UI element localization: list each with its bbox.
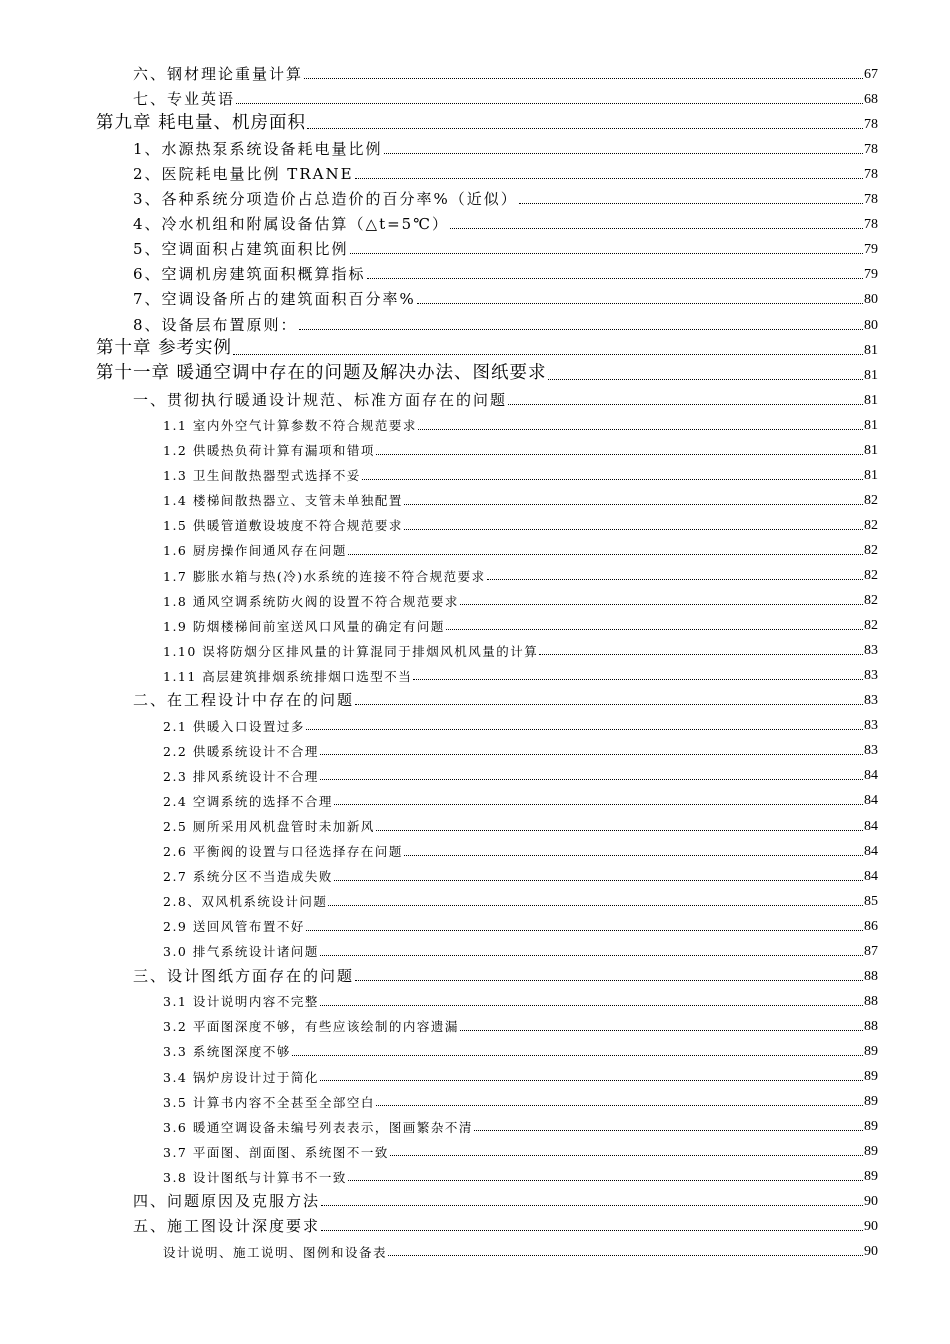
toc-entry-title: 7、空调设备所占的建筑面积百分率% (133, 290, 416, 309)
toc-entry-title: 2.6 平衡阀的设置与口径选择存在问题 (163, 844, 403, 860)
toc-entry[interactable] (133, 62, 878, 82)
toc-entry[interactable] (163, 864, 878, 884)
toc-entry-title: 3、各种系统分项造价占总造价的百分率%（近似） (133, 190, 518, 209)
toc-entry[interactable] (163, 538, 878, 558)
toc-page-number: 90 (864, 1194, 878, 1210)
toc-entry-title: 1.4 楼梯间散热器立、支管未单独配置 (163, 493, 403, 509)
toc-entry[interactable] (163, 1164, 878, 1184)
toc-page-number: 83 (864, 693, 878, 709)
toc-entry[interactable] (163, 1139, 878, 1159)
toc-entry[interactable] (96, 363, 878, 383)
toc-entry[interactable] (163, 989, 878, 1009)
toc-entry-title: 3.8 设计图纸与计算书不一致 (163, 1169, 347, 1185)
toc-page-number: 78 (864, 192, 878, 208)
toc-entry-title: 1、水源热泵系统设备耗电量比例 (133, 140, 383, 159)
toc-entry-title: 3.7 平面图、剖面图、系统图不一致 (163, 1144, 389, 1160)
toc-page-number: 84 (864, 793, 878, 809)
toc-page-number: 84 (864, 868, 878, 884)
toc-entry-title: 1.10 误将防烟分区排风量的计算混同于排烟风机风量的计算 (163, 643, 539, 659)
toc-page-number: 85 (864, 893, 878, 909)
toc-dot-leader (519, 203, 863, 204)
toc-entry-title: 七、专业英语 (133, 90, 236, 109)
toc-dot-leader (307, 128, 863, 129)
toc-dot-leader (446, 629, 863, 630)
toc-page-number: 79 (864, 242, 878, 258)
toc-entry-title: 3.2 平面图深度不够，有些应该绘制的内容遗漏 (163, 1019, 459, 1035)
toc-page-number: 84 (864, 843, 878, 859)
toc-dot-leader (299, 329, 863, 330)
toc-entry-title: 3.0 排气系统设计诸问题 (163, 944, 319, 960)
toc-page-number: 81 (864, 342, 878, 358)
toc-entry[interactable] (163, 1014, 878, 1034)
toc-dot-leader (320, 754, 863, 755)
toc-entry[interactable] (163, 563, 878, 583)
toc-entry-title: 3.1 设计说明内容不完整 (163, 994, 319, 1010)
toc-page-number: 88 (864, 1018, 878, 1034)
toc-page-number: 90 (864, 1219, 878, 1235)
toc-page-number: 81 (864, 367, 878, 383)
toc-dot-leader (450, 228, 863, 229)
toc-dot-leader (306, 930, 863, 931)
toc-entry[interactable] (163, 438, 878, 458)
toc-dot-leader (362, 479, 863, 480)
toc-dot-leader (328, 905, 863, 906)
toc-entry[interactable] (133, 313, 878, 333)
toc-page-number: 67 (864, 67, 878, 82)
toc-dot-leader (367, 278, 863, 279)
toc-entry[interactable] (163, 939, 878, 959)
toc-dot-leader (460, 604, 863, 605)
toc-page-number: 87 (864, 943, 878, 959)
toc-entry[interactable] (163, 1089, 878, 1109)
toc-page-number: 81 (864, 417, 878, 433)
toc-entry[interactable] (163, 588, 878, 608)
toc-entry[interactable] (133, 388, 878, 408)
toc-entry-title: 设计说明、施工说明、图例和设备表 (163, 1244, 388, 1260)
toc-entry-title: 2.4 空调系统的选择不合理 (163, 793, 333, 809)
toc-entry[interactable] (133, 237, 878, 257)
toc-entry-title: 二、在工程设计中存在的问题 (133, 691, 355, 710)
toc-page-number: 82 (864, 618, 878, 634)
toc-dot-leader (355, 704, 863, 705)
toc-page-number: 78 (864, 167, 878, 183)
toc-page-number: 81 (864, 442, 878, 458)
toc-entry[interactable] (96, 338, 878, 358)
toc-page-number: 89 (864, 1119, 878, 1135)
toc-dot-leader (417, 303, 863, 304)
toc-entry-title: 1.5 供暖管道敷设坡度不符合规范要求 (163, 518, 403, 534)
toc-entry-title: 3.4 锅炉房设计过于简化 (163, 1069, 319, 1085)
toc-entry-title: 第九章 耗电量、机房面积 (96, 112, 307, 133)
toc-entry-title: 2、医院耗电量比例 TRANE (133, 165, 354, 184)
toc-entry-title: 1.11 高层建筑排烟系统排烟口选型不当 (163, 668, 413, 684)
toc-dot-leader (334, 880, 863, 881)
toc-page-number: 83 (864, 668, 878, 684)
toc-page-number: 79 (864, 267, 878, 283)
toc-page-number: 84 (864, 818, 878, 834)
toc-page-number: 89 (864, 1069, 878, 1084)
toc-dot-leader (321, 1205, 863, 1206)
toc-entry[interactable] (133, 688, 878, 708)
toc-entry[interactable] (96, 112, 878, 132)
toc-entry[interactable] (133, 964, 878, 984)
toc-dot-leader (321, 1230, 863, 1231)
toc-entry[interactable] (163, 889, 878, 909)
toc-entry-title: 1.6 厨房操作间通风存在问题 (163, 543, 347, 559)
toc-entry[interactable] (133, 1214, 878, 1234)
toc-entry-title: 1.2 供暖热负荷计算有漏项和错项 (163, 443, 375, 459)
toc-entry-title: 一、贯彻执行暖通设计规范、标准方面存在的问题 (133, 390, 508, 409)
toc-entry-title: 2.2 供暖系统设计不合理 (163, 743, 319, 759)
toc-dot-leader (334, 804, 863, 805)
toc-dot-leader (236, 103, 863, 104)
toc-entry-title: 2.1 供暖入口设置过多 (163, 718, 305, 734)
toc-entry[interactable] (163, 788, 878, 808)
toc-entry-title: 2.3 排风系统设计不合理 (163, 768, 319, 784)
toc-entry-title: 五、施工图设计深度要求 (133, 1217, 321, 1236)
toc-page-number: 82 (864, 517, 878, 533)
toc-entry-title: 1.3 卫生间散热器型式选择不妥 (163, 468, 361, 484)
toc-entry[interactable] (133, 1189, 878, 1209)
toc-page-number: 89 (864, 1094, 878, 1110)
toc-entry-title: 2.5 厕所采用风机盘管时未加新风 (163, 819, 375, 834)
toc-entry[interactable] (133, 262, 878, 282)
toc-page-number: 80 (864, 317, 878, 333)
toc-entry[interactable] (133, 187, 878, 207)
toc-dot-leader (355, 980, 863, 981)
toc-page-number: 84 (864, 768, 878, 784)
toc-dot-leader (376, 454, 863, 455)
toc-entry-title: 8、设备层布置原则： (133, 315, 298, 334)
toc-entry[interactable] (163, 488, 878, 508)
toc-entry-title: 3.6 暖通空调设备未编号列表表示，图画繁杂不清 (163, 1119, 473, 1135)
toc-entry-title: 第十章 参考实例 (96, 338, 233, 359)
toc-entry[interactable] (163, 713, 878, 733)
toc-entry-title: 1.1 室内外空气计算参数不符合规范要求 (163, 418, 417, 434)
toc-page-number: 82 (864, 542, 878, 558)
toc-page-number: 89 (864, 1144, 878, 1160)
toc-entry[interactable] (163, 1039, 878, 1059)
toc-entry-title: 4、冷水机组和附属设备估算（△t=5℃） (133, 215, 450, 234)
toc-dot-leader (320, 1005, 863, 1006)
toc-dot-leader (404, 504, 863, 505)
toc-page-number: 78 (864, 117, 878, 133)
toc-page-number: 83 (864, 718, 878, 734)
toc-dot-leader (508, 404, 863, 405)
toc-dot-leader (376, 1105, 863, 1106)
toc-entry[interactable] (133, 87, 878, 107)
toc-dot-leader (348, 1180, 863, 1181)
toc-entry-title: 1.9 防烟楼梯间前室送风口风量的确定有问题 (163, 618, 445, 634)
toc-dot-leader (376, 830, 863, 831)
toc-entry-title: 第十一章 暖通空调中存在的问题及解决办法、图纸要求 (96, 363, 547, 384)
toc-page-number: 68 (864, 92, 878, 108)
toc-entry-title: 三、设计图纸方面存在的问题 (133, 966, 355, 985)
toc-page-number: 82 (864, 492, 878, 508)
toc-entry[interactable] (163, 463, 878, 483)
toc-entry[interactable] (163, 613, 878, 633)
toc-entry[interactable] (163, 914, 878, 934)
toc-dot-leader (548, 379, 863, 380)
toc-entry[interactable] (163, 1239, 878, 1259)
toc-dot-leader (304, 78, 863, 79)
toc-page-number: 83 (864, 643, 878, 659)
toc-page-number: 88 (864, 968, 878, 984)
toc-page-number: 81 (864, 392, 878, 408)
toc-dot-leader (404, 529, 863, 530)
toc-dot-leader (306, 729, 863, 730)
toc-entry[interactable] (163, 814, 878, 834)
toc-dot-leader (320, 1080, 863, 1081)
toc-page-number: 90 (864, 1244, 878, 1260)
toc-entry-title: 四、问题原因及克服方法 (133, 1192, 321, 1211)
toc-page-number: 82 (864, 593, 878, 609)
toc-dot-leader (474, 1130, 863, 1131)
toc-dot-leader (355, 178, 863, 179)
toc-entry-title: 3.5 计算书内容不全甚至全部空白 (163, 1094, 375, 1110)
toc-page-number: 81 (864, 467, 878, 483)
toc-entry[interactable] (163, 738, 878, 758)
toc-dot-leader (418, 429, 863, 430)
toc-dot-leader (460, 1030, 863, 1031)
toc-dot-leader (292, 1055, 863, 1056)
toc-page-number: 78 (864, 217, 878, 233)
toc-entry[interactable] (163, 513, 878, 533)
toc-page-number: 78 (864, 142, 878, 158)
toc-page-number: 89 (864, 1043, 878, 1059)
toc-entry-title: 1.8 通风空调系统防火阀的设置不符合规范要求 (163, 593, 459, 609)
toc-entry[interactable] (163, 1114, 878, 1134)
toc-entry[interactable] (133, 212, 878, 232)
toc-entry-title: 2.8、双风机系统设计问题 (163, 894, 328, 910)
toc-dot-leader (404, 855, 863, 856)
toc-entry[interactable] (163, 413, 878, 433)
toc-dot-leader (350, 253, 863, 254)
toc-dot-leader (388, 1255, 863, 1256)
toc-entry-title: 1.7 膨胀水箱与热(冷)水系统的连接不符合规范要求 (163, 568, 486, 584)
toc-entry-title: 6、空调机房建筑面积概算指标 (133, 265, 366, 284)
toc-entry[interactable] (133, 162, 878, 182)
toc-dot-leader (348, 554, 863, 555)
toc-page-number: 80 (864, 292, 878, 308)
toc-dot-leader (233, 354, 863, 355)
toc-entry-title: 六、钢材理论重量计算 (133, 65, 304, 83)
toc-page-number: 88 (864, 993, 878, 1009)
toc-dot-leader (413, 679, 863, 680)
toc-entry-title: 5、空调面积占建筑面积比例 (133, 240, 349, 259)
toc-entry[interactable] (163, 839, 878, 859)
toc-entry[interactable] (133, 287, 878, 307)
toc-entry-title: 2.7 系统分区不当造成失败 (163, 869, 333, 885)
toc-page-number: 86 (864, 918, 878, 934)
toc-dot-leader (539, 654, 863, 655)
toc-dot-leader (320, 955, 863, 956)
toc-dot-leader (390, 1155, 863, 1156)
toc-dot-leader (320, 779, 863, 780)
toc-entry[interactable] (133, 137, 878, 157)
toc-page-number: 89 (864, 1169, 878, 1185)
toc-page-number: 82 (864, 568, 878, 583)
toc-dot-leader (384, 153, 863, 154)
toc-entry-title: 2.9 送回风管布置不好 (163, 919, 305, 935)
toc-entry-title: 3.3 系统图深度不够 (163, 1044, 291, 1060)
toc-dot-leader (487, 579, 863, 580)
toc-entry[interactable] (163, 638, 878, 658)
toc-page-number: 83 (864, 743, 878, 759)
toc-entry[interactable] (163, 763, 878, 783)
toc-entry[interactable] (163, 663, 878, 683)
toc-entry[interactable] (163, 1064, 878, 1084)
